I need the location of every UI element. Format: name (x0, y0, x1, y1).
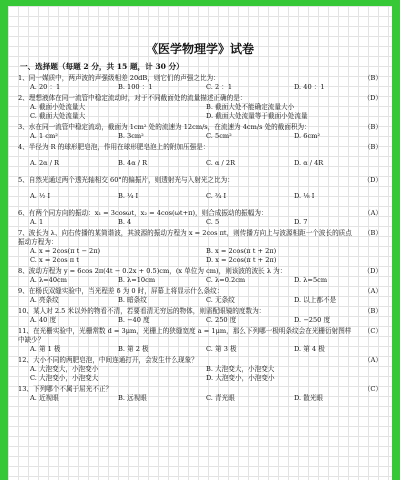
question-stem-row (18, 307, 382, 316)
option-b: B. 截面大处不能确定流量大小 (206, 103, 295, 111)
option-a: A. x = 2cos(π t − 2π) (30, 247, 101, 255)
answer-label: （B） (363, 143, 382, 151)
option-d: D. 散光眼 (294, 394, 324, 402)
option-list (18, 247, 382, 265)
option-b: B. x = 2cos(π t + 2π) (206, 247, 277, 255)
question-stem-row (18, 176, 382, 185)
question-stem-row (18, 287, 382, 296)
question-4 (18, 143, 382, 174)
option-c: C. 第 3 极 (206, 345, 237, 353)
answer-label: （B） (363, 74, 382, 82)
option-c: C. x = 2cos π t (30, 256, 79, 264)
answer-label: （B） (363, 123, 382, 131)
question-5 (18, 176, 382, 207)
question-text: 6、有两个同方向的振动：x₁ = 3cosωt，x₂ = 4cos(ωt+π)，则合成振动的振幅为： (18, 209, 268, 217)
question-stem-row (18, 327, 382, 345)
option-d: D. 以上都不是 (294, 296, 337, 304)
option-d: D. λ=5cm (294, 276, 328, 284)
answer-label: （A） (364, 287, 382, 295)
answer-label: （C） (363, 385, 382, 393)
option-c: C. ¾ I (206, 191, 227, 200)
question-9 (18, 287, 382, 305)
section-heading: 一、选择题（每题 2 分，共 15 题，计 30 分） (20, 62, 184, 71)
option-b: B. 4α / R (118, 158, 148, 167)
option-list (18, 394, 382, 403)
option-list (18, 132, 382, 141)
option-b: B. 100 ：1 (118, 83, 153, 91)
answer-label: （C） (363, 327, 382, 335)
option-a: A. ½ I (30, 191, 51, 200)
question-text: 4、半径为 R 的球形肥皂泡，作用在球形肥皂泡上的附加压强是： (18, 143, 210, 151)
option-list (18, 345, 382, 354)
option-b: B. 暗条纹 (118, 296, 147, 304)
option-b: B. 远视眼 (118, 394, 147, 402)
question-stem-row (18, 385, 382, 394)
question-stem-row (18, 229, 382, 247)
option-d: D. 截面大处流量等于截面小处流量 (206, 112, 308, 120)
option-list (18, 218, 382, 227)
answer-label: （D） (363, 176, 382, 184)
option-b: B. −40 度 (118, 316, 150, 324)
answer-label: （A） (364, 209, 382, 217)
option-d: D. ⅛ I (294, 191, 315, 200)
question-text: 3、水在同一流管中稳定流动，截面为 1cm² 处的流速为 12cm/s，在流速为 4cm/s 处的截面积为： (18, 123, 311, 131)
option-c: C. α / 2R (206, 158, 236, 167)
option-c: C. 5 (206, 218, 220, 226)
answer-label: （A） (364, 356, 382, 364)
question-stem-row (18, 123, 382, 132)
question-stem-row (18, 94, 382, 103)
question-text: 9、在杨氏双缝实验中，当光程差 δ 为 0 时，屏幕上将显示什么条纹： (18, 287, 224, 295)
option-d: D. −250 度 (294, 316, 331, 324)
option-a: A. 亮条纹 (30, 296, 59, 304)
question-text: 8、波动方程为 y = 6cos 2π(4t − 0.2x + 0.5)cm，(x 单位为 cm)，则该波的波长 λ 为： (18, 267, 287, 275)
question-text: 12、大小不同的两肥皂泡，中间连通打开，会发生什么现象？ (18, 356, 198, 364)
option-b: B. ¼ I (118, 191, 139, 200)
answer-label: （D） (363, 94, 382, 102)
option-b: B. 大泡变大，小泡变大 (206, 365, 275, 373)
question-13 (18, 385, 382, 403)
option-d: D. 7 (294, 218, 308, 226)
option-c: C. 无条纹 (206, 296, 235, 304)
option-a: A. 第 1 极 (30, 345, 61, 353)
option-a: A. 1 cm² (30, 132, 58, 140)
option-b: B. 3cm² (118, 132, 144, 140)
option-a: A. 近视眼 (30, 394, 59, 402)
option-a: A. λ=40cm (30, 276, 67, 284)
question-text: 1、同一媒质中，两声波的声强级相差 20dB，则它们的声强之比为： (18, 74, 220, 82)
question-12 (18, 356, 382, 383)
option-list (18, 103, 382, 121)
option-c: C. 250 度 (206, 316, 237, 324)
question-1 (18, 74, 382, 92)
option-a: A. 1 (30, 218, 44, 226)
question-text: 13、下列哪个不属于屈光不正？ (18, 385, 113, 393)
question-6 (18, 209, 382, 227)
option-list (18, 365, 382, 383)
question-text: 11、在光栅实验中，光栅常数 d = 3μm，光栅上的狭缝宽度 a = 1μm，那么下列哪一极明条纹会在光栅衍射图样中缺少？ (18, 327, 352, 344)
question-stem-row (18, 143, 382, 152)
question-text: 7、波长为 λ、向右传播的某简谐波，其波源的振动方程为 x = 2cos πt，则传播方向上与波源相距一个波长的质点振动方程为： (18, 229, 352, 246)
question-stem-row (18, 356, 382, 365)
answer-label: （B） (363, 307, 382, 315)
question-stem-row (18, 74, 382, 83)
option-list (18, 316, 382, 325)
option-list (18, 185, 382, 207)
option-list (18, 152, 382, 174)
page-title: 《医学物理学》试卷 (145, 42, 254, 56)
question-2 (18, 94, 382, 121)
option-list (18, 296, 382, 305)
option-c: C. 大泡变小，小泡变大 (30, 374, 99, 382)
option-d: D. 6cm² (294, 132, 321, 140)
question-8 (18, 267, 382, 285)
option-c: C. 5cm² (206, 132, 232, 140)
option-a: A. 截面小处流量大 (30, 103, 86, 111)
option-a: A. 2α / R (30, 158, 59, 167)
question-text: 5、自然光通过两个透光轴相交 60°的偏振片，则透射光与入射光之比为： (18, 176, 234, 184)
option-c: C. 截面大处流量大 (30, 112, 86, 120)
question-stem-row (18, 209, 382, 218)
question-11 (18, 327, 382, 354)
option-d: D. 大泡变小，小泡变小 (206, 374, 275, 382)
option-list (18, 276, 382, 285)
option-list (18, 83, 382, 92)
question-text: 2、理想液体在同一流管中稳定流动时，对于不同截面处的流量描述正确的是： (18, 94, 247, 102)
answer-label: （B） (363, 229, 382, 237)
question-list (18, 74, 382, 403)
question-text: 10、某人对 2.5 米以外的物看不清，若要看清无穷远的物体，则需配眼镜的度数为： (18, 307, 266, 315)
option-a: A. 20 ：1 (30, 83, 61, 91)
exam-paper (8, 6, 392, 480)
option-d: D. α / 4R (294, 158, 324, 167)
option-c: C. 青光眼 (206, 394, 235, 402)
option-d: D. x = 2cos(π t + 2π) (206, 256, 277, 264)
option-d: D. 第 4 极 (294, 345, 325, 353)
question-10 (18, 307, 382, 325)
option-b: B. 4 (118, 218, 132, 226)
question-stem-row (18, 267, 382, 276)
question-3 (18, 123, 382, 141)
option-c: C. 2 ：1 (206, 83, 233, 91)
option-c: C. λ=0.2cm (206, 276, 246, 284)
option-b: B. 第 2 极 (118, 345, 149, 353)
option-b: B. λ=10cm (118, 276, 156, 284)
question-7 (18, 229, 382, 265)
option-a: A. 大泡变大，小泡变小 (30, 365, 99, 373)
option-a: A. 40 度 (30, 316, 57, 324)
answer-label: （D） (363, 267, 382, 275)
option-d: D. 40 ：1 (294, 83, 325, 91)
